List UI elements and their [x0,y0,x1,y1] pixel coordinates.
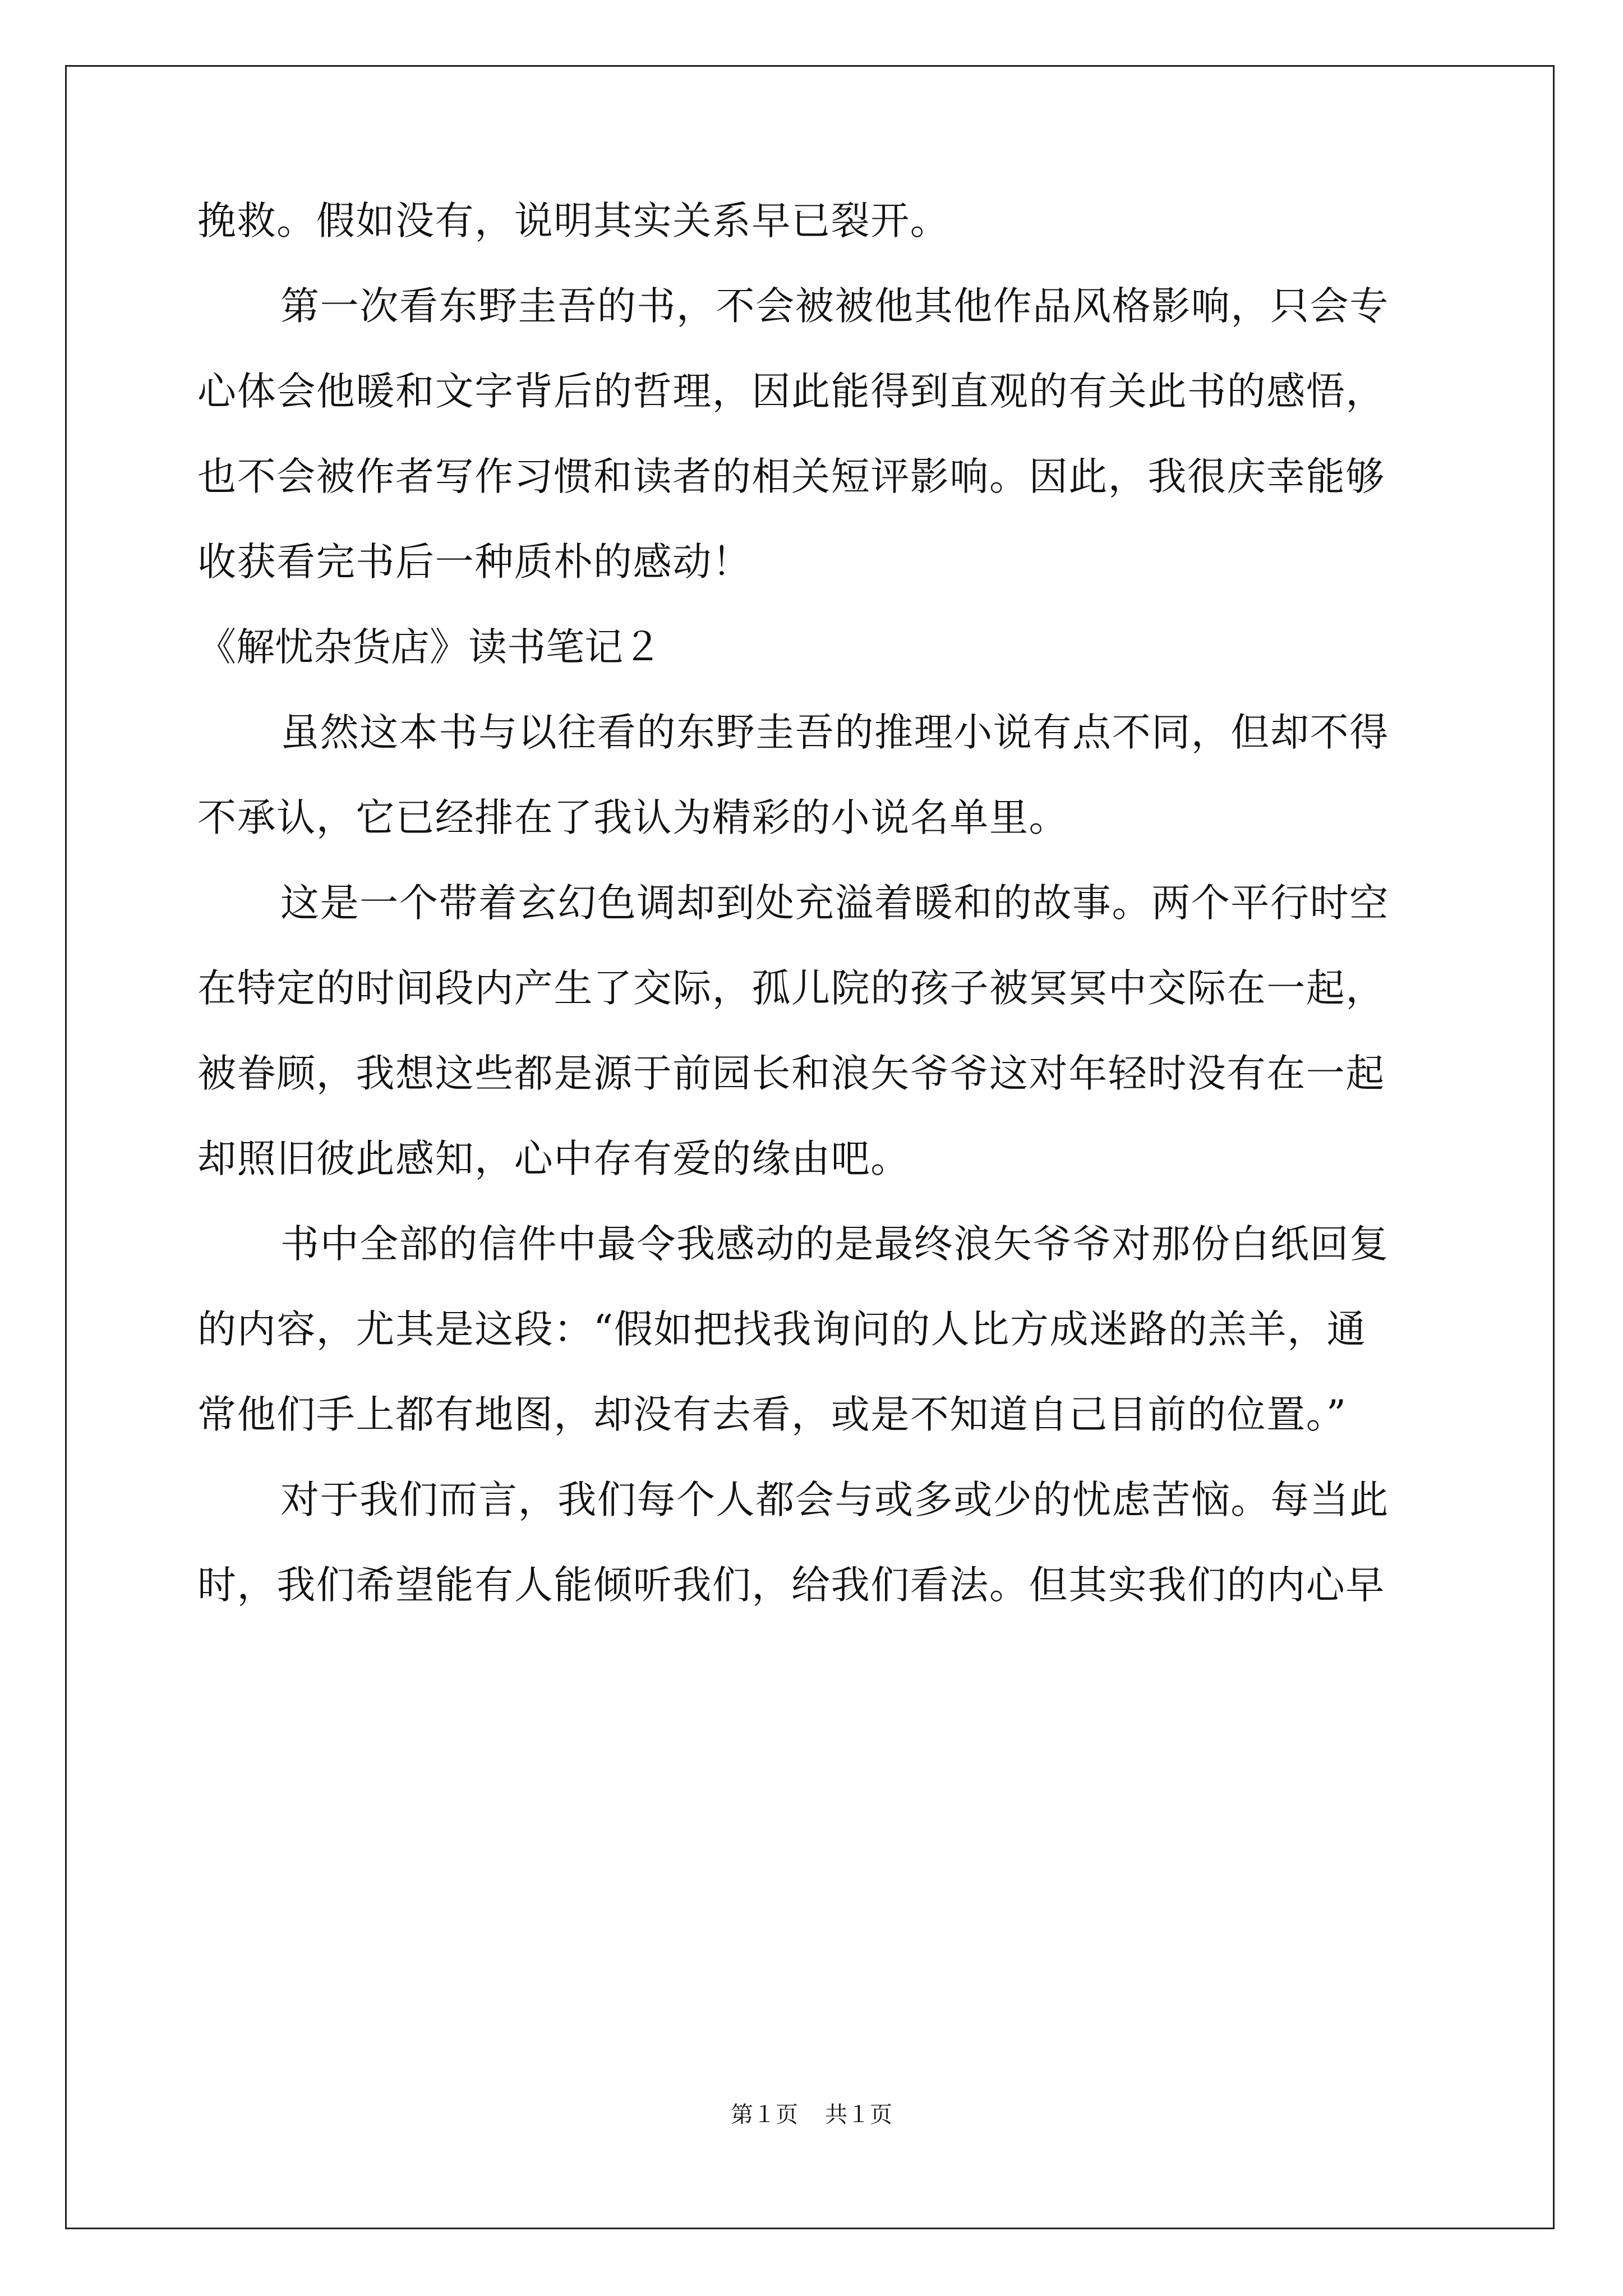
paragraph-line: 却照旧彼此感知，心中存有爱的缘由吧。 [197,1137,910,1181]
paragraph-line: 也不会被作者写作习惯和读者的相关短评影响。因此，我很庆幸能够 [197,454,1385,499]
paragraph-line: 常他们手上都有地图，却没有去看，或是不知道自己目前的位置。” [197,1392,1347,1437]
paragraph-line: 时，我们希望能有人能倾听我们，给我们看法。但其实我们的内心早 [197,1563,1385,1608]
section-heading: 《解忧杂货店》读书笔记２ [197,625,662,670]
paragraph-line: 心体会他暖和文字背后的哲理，因此能得到直观的有关此书的感悟， [197,369,1385,414]
paragraph-line: 被眷顾，我想这些都是源于前园长和浪矢爷爷这对年轻时没有在一起 [197,1051,1385,1096]
paragraph-line: 挽救。假如没有，说明其实关系早已裂开。 [197,199,950,243]
paragraph-line: 对于我们而言，我们每个人都会与或多或少的忧虑苦恼。每当此 [280,1478,1389,1522]
paragraph-line: 这是一个带着玄幻色调却到处充溢着暖和的故事。两个平行时空 [280,881,1389,926]
paragraph-line: 的内容，尤其是这段：“假如把找我询问的人比方成迷路的羔羊，通 [197,1307,1367,1352]
paragraph-line: 不承认，它已经排在了我认为精彩的小说名单里。 [197,795,1069,840]
paragraph-line: 书中全部的信件中最令我感动的是最终浪矢爷爷对那份白纸回复 [280,1222,1389,1267]
page-total: 共１页 [825,2102,892,2128]
paragraph-line: 在特定的时间段内产生了交际，孤儿院的孩子被冥冥中交际在一起， [197,966,1385,1011]
page-footer [0,2097,1623,2129]
paragraph-line: 第一次看东野圭吾的书，不会被被他其他作品风格影响，只会专 [280,284,1389,329]
paragraph-line: 虽然这本书与以往看的东野圭吾的推理小说有点不同，但却不得 [280,710,1389,755]
page-number: 第１页 [731,2102,798,2128]
paragraph-line: 收获看完书后一种质朴的感动！ [197,540,752,585]
